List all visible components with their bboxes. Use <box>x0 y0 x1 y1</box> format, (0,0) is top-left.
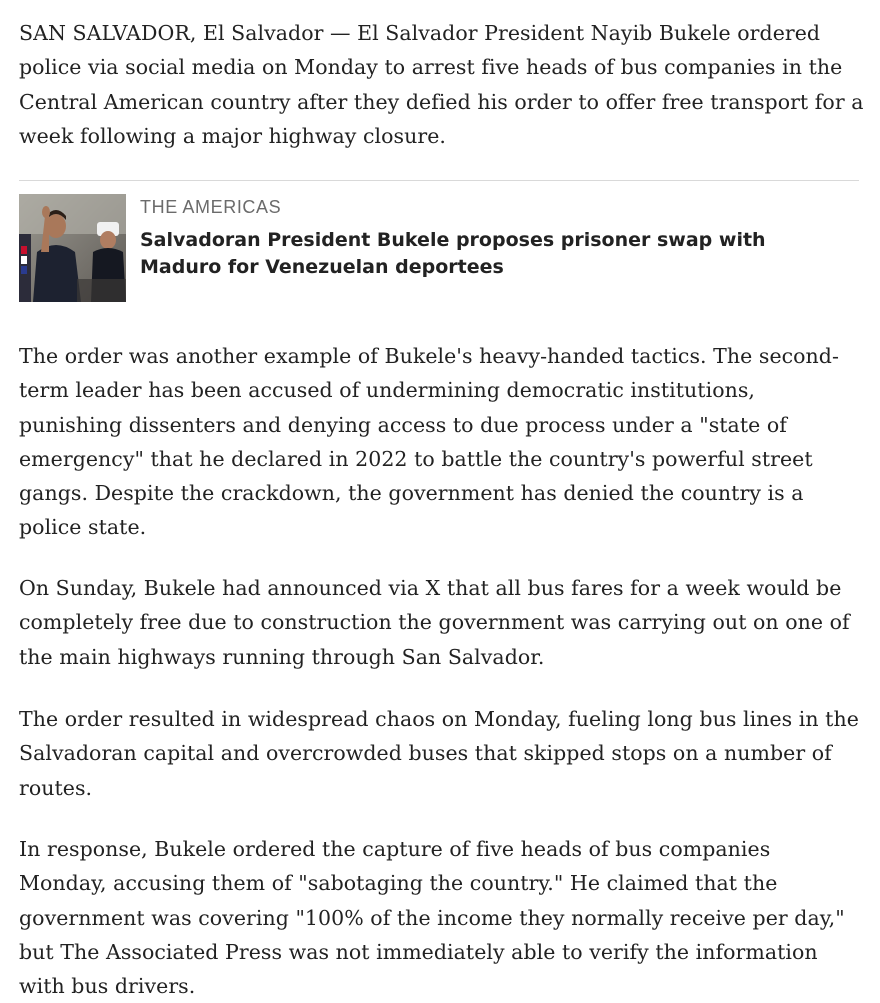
photo-thumbnail-icon <box>19 194 126 302</box>
article-paragraph-4: The order resulted in widespread chaos on Monday, fueling long bus lines in the Salvadoran capital and overcrowded buses that skipped stops on a number of routes. <box>19 707 859 800</box>
article-paragraph-3: On Sunday, Bukele had announced via X that all bus fares for a week would be completely free due to construction the government was carrying out on one of the main highways running through San Salvador. <box>19 576 850 669</box>
article-paragraph-2: The order was another example of Bukele's heavy-handed tactics. The second-term leader has been accused of undermining democratic institutions, punishing dissenters and denying access to due process under a "state of emergency" that he declared in 2022 to battle the country's powerful street gangs. Despite the crackdown, the government has denied the country is a police state. <box>19 344 839 540</box>
related-article-headline[interactable]: Salvadoran President Bukele proposes prisoner swap with Maduro for Venezuelan deportees <box>140 229 766 278</box>
related-article-card[interactable] <box>19 194 859 304</box>
article-paragraph-5: In response, Bukele ordered the capture of five heads of bus companies Monday, accusing them of "sabotaging the country." He claimed that the government was covering "100% of the income they normally receive per day," but The Associated Press was not immediately able to verify the information with bus drivers. <box>19 837 845 999</box>
related-article-category: THE AMERICAS <box>140 197 282 217</box>
related-article-thumbnail[interactable] <box>19 194 126 302</box>
related-divider <box>19 180 859 181</box>
article-paragraph-1: SAN SALVADOR, El Salvador — El Salvador President Nayib Bukele ordered police via social media on Monday to arrest five heads of bus companies in the Central American country after they defied his order to offer free transport for a week following a major highway closure. <box>19 21 864 148</box>
